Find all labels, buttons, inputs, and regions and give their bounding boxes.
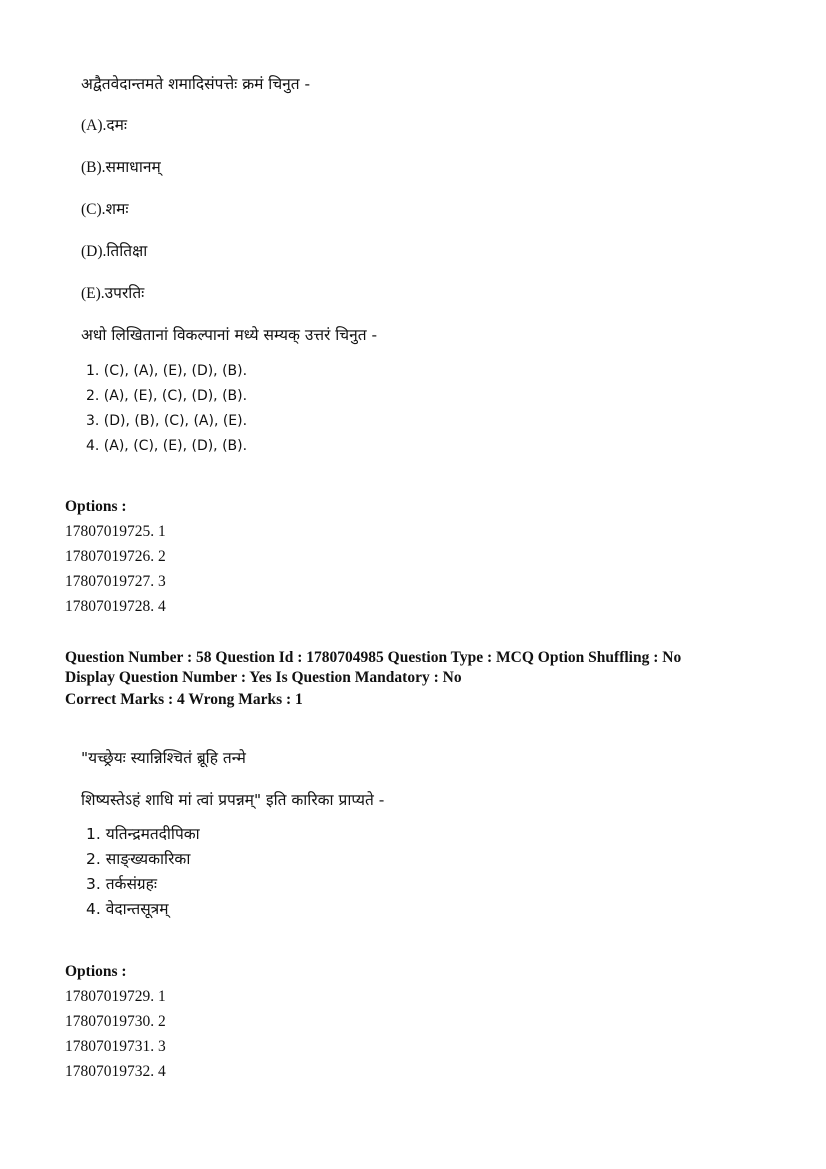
statement-b xyxy=(81,157,781,178)
option-id-row: 17807019731. 3 xyxy=(65,1038,166,1055)
meta-line-1: Question Number : 58 Question Id : 1780704985 Question Type : MCQ Option Shuffling : No xyxy=(65,649,682,666)
option-id-row: 17807019728. 4 xyxy=(65,598,166,615)
option-id-row: 17807019725. 1 xyxy=(65,523,166,540)
meta-line-2: Display Question Number : Yes Is Question Mandatory : No xyxy=(65,669,462,686)
answer-choice-list xyxy=(81,359,781,459)
statement-label: (E). xyxy=(81,285,105,302)
answer-choice-4: 4. (A), (C), (E), (D), (B). xyxy=(86,438,248,454)
answer-choice-1: 1. (C), (A), (E), (D), (B). xyxy=(86,363,248,379)
options-heading: Options : xyxy=(65,498,127,515)
option-id-row: 17807019727. 3 xyxy=(65,573,166,590)
question-stem-line-1: "यच्छ्रेयः स्यान्निश्चितं ब्रूहि तन्मे xyxy=(81,749,246,767)
instruction-text: अधो लिखितानां विकल्पानां मध्ये सम्यक् उत्तरं चिनुत - xyxy=(81,326,378,344)
statement-d xyxy=(81,241,781,262)
answer-choice-2: 2. (A), (E), (C), (D), (B). xyxy=(86,388,248,404)
option-id-row: 17807019732. 4 xyxy=(65,1063,166,1080)
statement-text: उपरतिः xyxy=(104,284,145,302)
answer-choice-list xyxy=(81,822,781,922)
statement-label: (A). xyxy=(81,117,107,134)
option-id-row: 17807019729. 1 xyxy=(65,988,166,1005)
statement-c xyxy=(81,199,781,220)
question-58-body xyxy=(81,748,781,922)
options-block-58 xyxy=(65,959,365,1084)
answer-choice-1: 1. यतिन्द्रमतदीपिका xyxy=(86,825,200,843)
statement-e xyxy=(81,283,781,304)
question-stem: अद्वैतवेदान्तमते शमादिसंपत्तेः क्रमं चिनुत - xyxy=(81,75,311,93)
question-stem-line-2: शिष्यस्तेऽहं शाधि मां त्वां प्रपन्नम्" इति कारिका प्राप्यते - xyxy=(81,791,385,809)
statement-text: समाधानम् xyxy=(105,158,161,176)
statement-text: दमः xyxy=(106,116,128,134)
option-id-row: 17807019730. 2 xyxy=(65,1013,166,1030)
meta-line-3: Correct Marks : 4 Wrong Marks : 1 xyxy=(65,691,303,708)
answer-choice-3: 3. (D), (B), (C), (A), (E). xyxy=(86,413,248,429)
question-58-meta xyxy=(65,648,805,710)
options-block-57 xyxy=(65,494,365,619)
statement-label: (C). xyxy=(81,201,106,218)
statement-a xyxy=(81,115,781,136)
answer-choice-4: 4. वेदान्तसूत्रम् xyxy=(86,900,169,918)
answer-choice-2: 2. साङ्ख्यकारिका xyxy=(86,850,191,868)
question-57-body xyxy=(81,74,781,459)
statement-text: शमः xyxy=(105,200,129,218)
statement-text: तितिक्षा xyxy=(106,242,148,260)
option-id-row: 17807019726. 2 xyxy=(65,548,166,565)
answer-choice-3: 3. तर्कसंग्रहः xyxy=(86,875,158,893)
statement-label: (B). xyxy=(81,159,106,176)
options-heading: Options : xyxy=(65,963,127,980)
statement-label: (D). xyxy=(81,243,107,260)
